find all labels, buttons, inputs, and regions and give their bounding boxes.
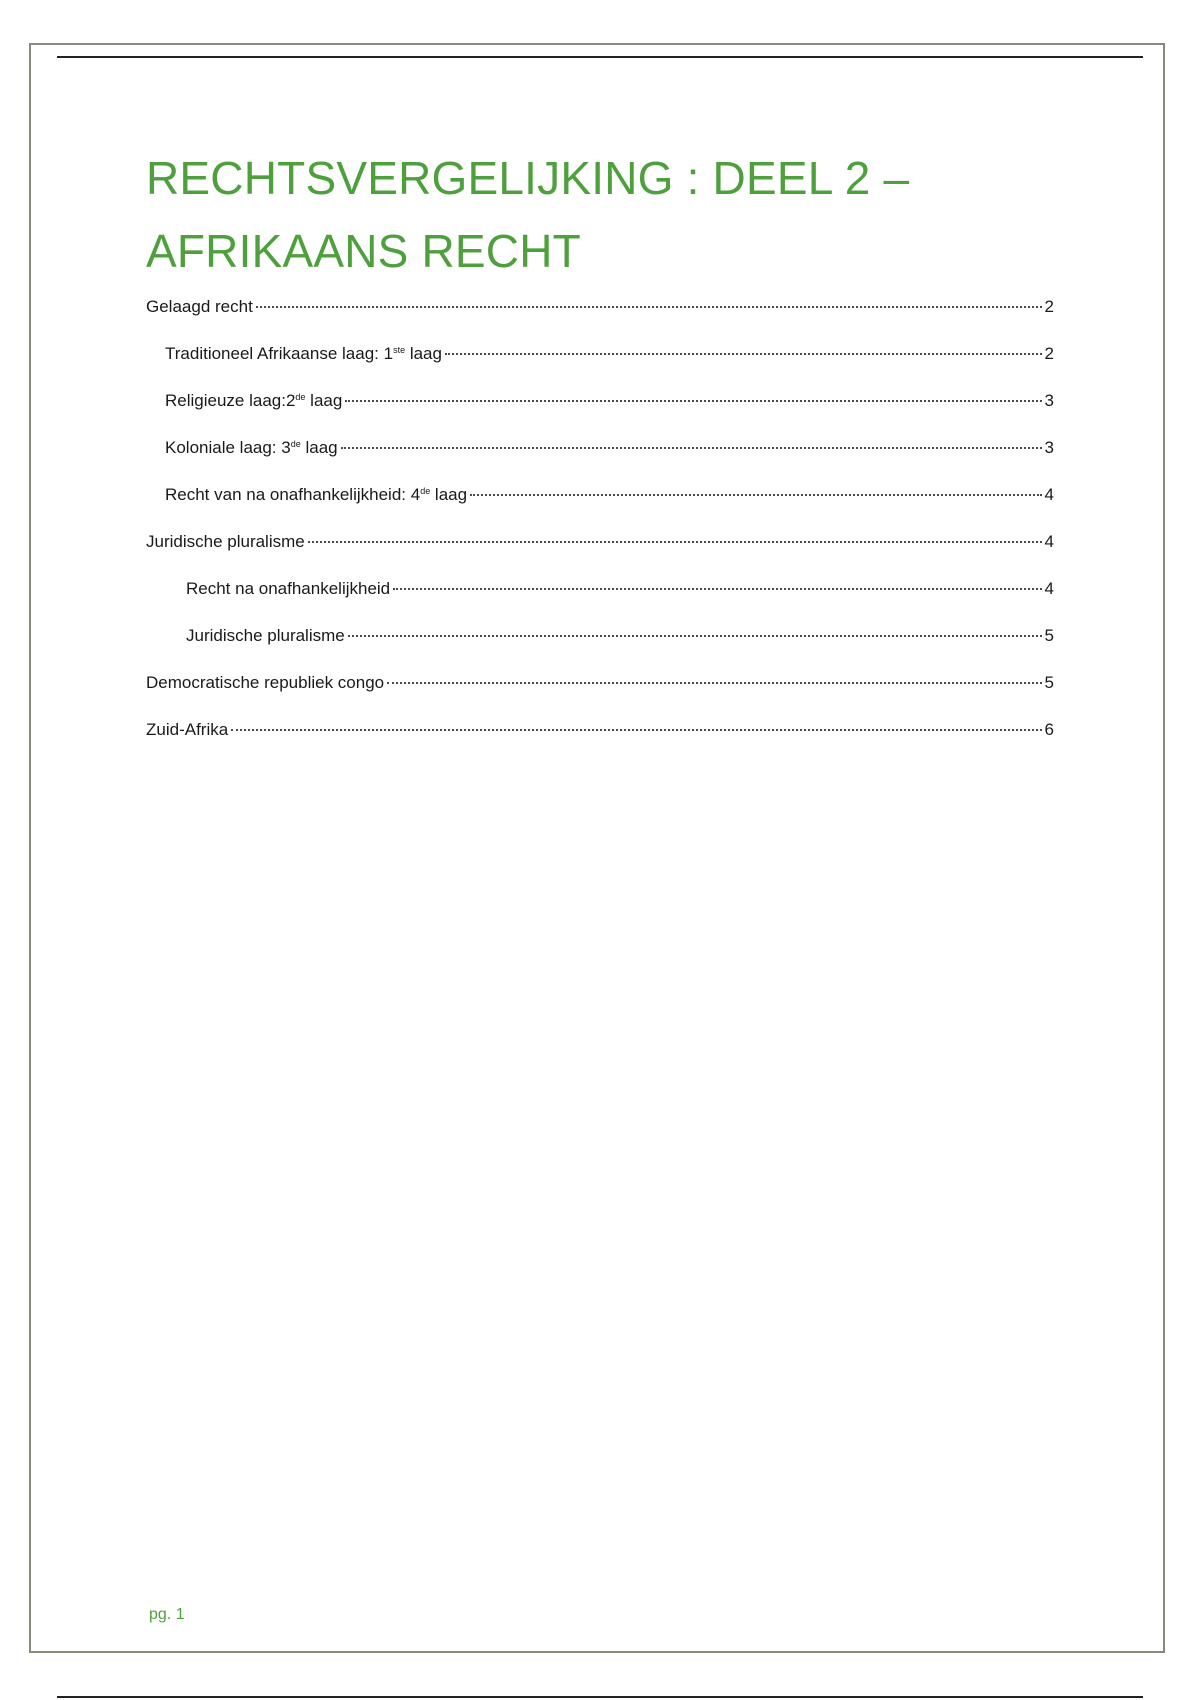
toc-entry[interactable] — [146, 390, 1054, 437]
toc-entry-label: Gelaagd recht — [146, 297, 253, 316]
footer-rule — [57, 1696, 1143, 1698]
toc-dot-leader — [387, 682, 1041, 684]
toc-page-number: 3 — [1044, 391, 1054, 410]
toc-page-number: 2 — [1044, 344, 1054, 363]
toc-page-number: 5 — [1044, 626, 1054, 645]
toc-entry-label: Zuid-Afrika — [146, 720, 229, 739]
toc-dot-leader — [470, 494, 1041, 496]
toc-entry-label: Koloniale laag: 3de laag — [165, 438, 338, 457]
toc-entry[interactable] — [146, 296, 1054, 343]
toc-page-number: 3 — [1044, 438, 1054, 457]
toc-entry-label: Religieuze laag:2de laag — [165, 391, 343, 410]
toc-entry[interactable] — [146, 484, 1054, 531]
toc-dot-leader — [231, 729, 1041, 731]
toc-entry[interactable] — [146, 672, 1054, 719]
toc-dot-leader — [348, 635, 1042, 637]
toc-dot-leader — [345, 400, 1041, 402]
footer-page-number: pg. 1 — [149, 1606, 185, 1623]
document-title-line-1: RECHTSVERGELIJKING : DEEL 2 – — [146, 152, 910, 204]
toc-page-number: 4 — [1044, 485, 1054, 504]
toc-entry[interactable] — [146, 531, 1054, 578]
toc-entry[interactable] — [146, 437, 1054, 484]
toc-dot-leader — [341, 447, 1042, 449]
toc-entry-label: Recht van na onafhankelijkheid: 4de laag — [165, 485, 468, 504]
toc-page-number: 2 — [1044, 297, 1054, 316]
toc-dot-leader — [393, 588, 1041, 590]
toc-page-number: 6 — [1044, 720, 1054, 739]
toc-entry[interactable] — [146, 578, 1054, 625]
toc-entry[interactable] — [146, 343, 1054, 390]
table-of-contents — [146, 296, 1054, 766]
toc-entry-label: Recht na onafhankelijkheid — [186, 579, 391, 598]
document-title-line-2: AFRIKAANS RECHT — [146, 225, 581, 277]
toc-entry-label: Juridische pluralisme — [146, 532, 305, 551]
toc-page-number: 4 — [1044, 579, 1054, 598]
toc-page-number: 5 — [1044, 673, 1054, 692]
document-title — [146, 142, 1086, 288]
toc-page-number: 4 — [1044, 532, 1054, 551]
toc-dot-leader — [445, 353, 1042, 355]
toc-entry-label: Democratische republiek congo — [146, 673, 385, 692]
toc-dot-leader — [256, 306, 1042, 308]
toc-entry[interactable] — [146, 719, 1054, 766]
toc-dot-leader — [308, 541, 1042, 543]
toc-entry[interactable] — [146, 625, 1054, 672]
header-rule — [57, 56, 1143, 58]
toc-entry-label: Traditioneel Afrikaanse laag: 1ste laag — [165, 344, 442, 363]
toc-entry-label: Juridische pluralisme — [186, 626, 345, 645]
